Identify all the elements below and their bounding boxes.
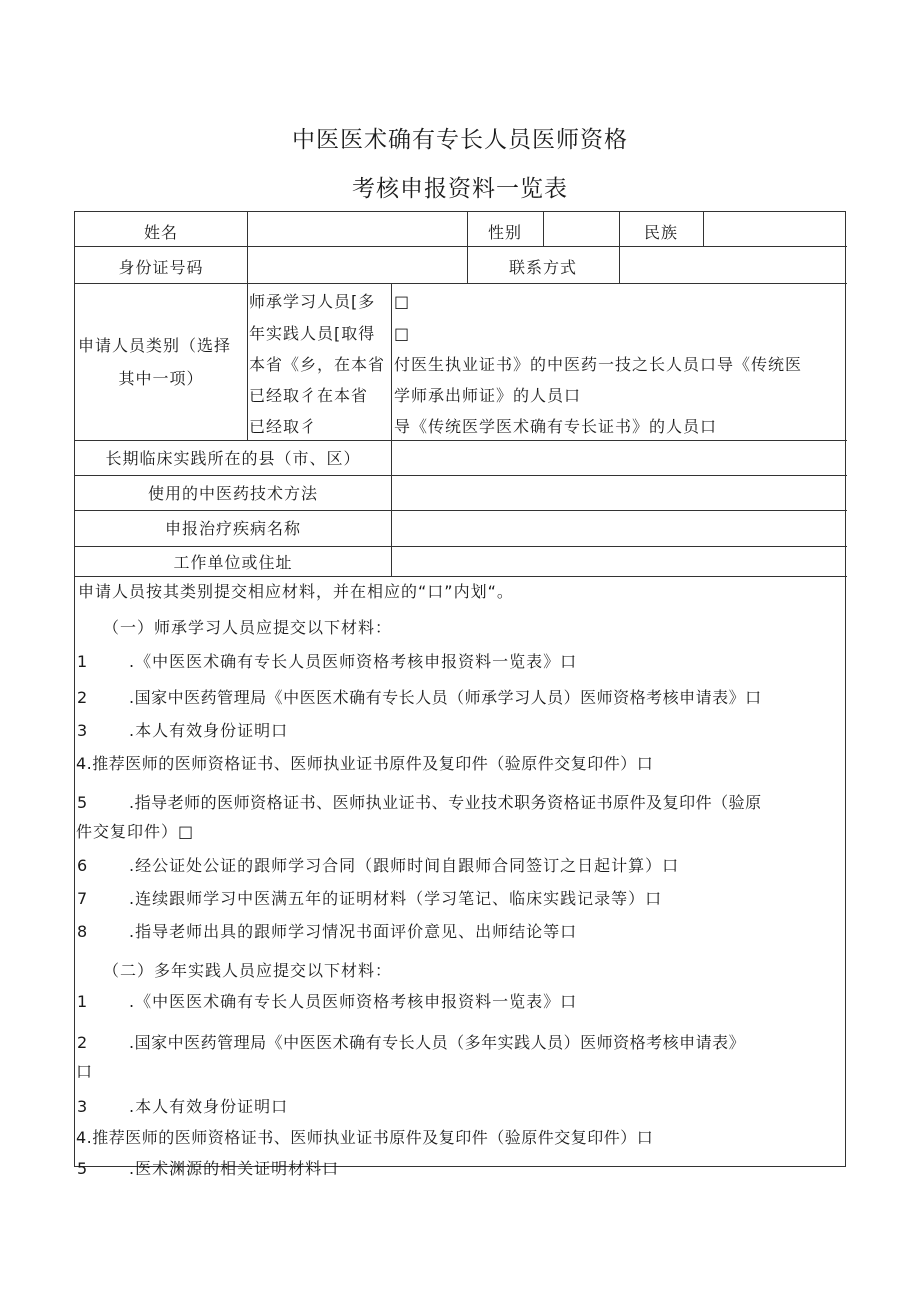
material-item: .医术渊源的相关证明材料口: [129, 1159, 340, 1178]
gender-label: 性别: [487, 223, 522, 242]
row-divider: [75, 283, 847, 284]
col-divider: [247, 212, 248, 283]
material-item: .《中医医术确有专长人员医师资格考核申报资料一览表》口: [129, 992, 578, 1011]
category-option-right: 学师承出师证》的人员口: [394, 386, 582, 405]
workplace-label: 工作单位或住址: [173, 553, 293, 572]
material-item: .经公证处公证的跟师学习合同（跟师时间自跟师合同签订之日起计算）口: [129, 856, 680, 875]
name-label: 姓名: [143, 223, 178, 242]
instructions-intro: 申请人员按其类别提交相应材料，并在相应的“口”内划“。: [78, 582, 514, 601]
material-item: 4.推荐医师的医师资格证书、医师执业证书原件及复印件（验原件交复印件）口: [76, 754, 654, 773]
id-number-label: 身份证号码: [118, 258, 204, 277]
contact-label: 联系方式: [508, 258, 577, 277]
item-number: 2: [77, 688, 88, 707]
category-label-line2: 其中一项）: [118, 369, 204, 388]
row-divider: [75, 510, 847, 511]
col-divider: [247, 283, 248, 440]
category-option-left: 已经取彳: [249, 417, 318, 436]
category-label-line1: 申请人员类别（选择: [78, 336, 232, 355]
county-label: 长期临床实践所在的县（市、区）: [105, 449, 361, 468]
material-item: 4.推荐医师的医师资格证书、医师执业证书原件及复印件（验原件交复印件）口: [76, 1128, 654, 1147]
material-item: .国家中医药管理局《中医医术确有专长人员（多年实践人员）医师资格考核申请表》: [129, 1033, 746, 1052]
item-number: 7: [77, 889, 88, 908]
category-checkbox[interactable]: □: [394, 292, 411, 311]
category-checkbox[interactable]: □: [394, 324, 411, 343]
col-divider: [703, 212, 704, 246]
col-divider: [391, 440, 392, 576]
material-item: .指导老师出具的跟师学习情况书面评价意见、出师结论等口: [129, 922, 578, 941]
item-number: 6: [77, 856, 88, 875]
item-number: 8: [77, 922, 88, 941]
material-item: .本人有效身份证明口: [129, 1097, 289, 1116]
disease-name-label: 申报治疗疾病名称: [164, 519, 301, 538]
item-number: 5: [77, 1159, 88, 1178]
category-option-right: 导《传统医学医术确有专长证书》的人员口: [394, 417, 718, 436]
category-option-right: 付医生执业证书》的中医药一技之长人员口导《传统医: [394, 355, 803, 374]
item-number: 1: [77, 992, 88, 1011]
tcm-method-label: 使用的中医药技术方法: [147, 484, 318, 503]
material-item-continued: 件交复印件）□: [76, 822, 195, 841]
item-number: 3: [77, 721, 88, 740]
material-item-continued: 口: [76, 1062, 94, 1081]
category-option-left: 本省《乡，在本省: [249, 355, 386, 374]
item-number: 5: [77, 793, 88, 812]
document-title-line1: 中医医术确有专长人员医师资格: [292, 127, 628, 153]
category-option-left: 师承学习人员[多: [249, 292, 376, 311]
item-number: 2: [77, 1033, 88, 1052]
application-form-table: [74, 211, 846, 1178]
section1-heading: （一）师承学习人员应提交以下材料：: [103, 618, 393, 637]
row-divider: [75, 475, 847, 476]
material-item: .本人有效身份证明口: [129, 721, 289, 740]
col-divider: [543, 212, 544, 246]
category-option-left: 已经取彳在本省: [249, 386, 369, 405]
material-item: .指导老师的医师资格证书、医师执业证书、专业技术职务资格证书原件及复印件（验原: [129, 793, 762, 812]
item-number: 3: [77, 1097, 88, 1116]
material-item: .国家中医药管理局《中医医术确有专长人员（师承学习人员）医师资格考核申请表》口: [129, 688, 762, 707]
material-item: .《中医医术确有专长人员医师资格考核申报资料一览表》口: [129, 652, 578, 671]
row-divider: [75, 576, 847, 577]
row-divider: [75, 246, 847, 247]
row-divider: [75, 546, 847, 547]
row-divider: [75, 440, 847, 441]
ethnicity-label: 民族: [643, 223, 678, 242]
col-divider: [391, 283, 392, 440]
item-number: 1: [77, 652, 88, 671]
category-option-left: 年实践人员[取得: [249, 324, 376, 343]
section2-heading: （二）多年实践人员应提交以下材料：: [103, 961, 393, 980]
document-title-line2: 考核申报资料一览表: [352, 176, 568, 202]
material-item: .连续跟师学习中医满五年的证明材料（学习笔记、临床实践记录等）口: [129, 889, 663, 908]
